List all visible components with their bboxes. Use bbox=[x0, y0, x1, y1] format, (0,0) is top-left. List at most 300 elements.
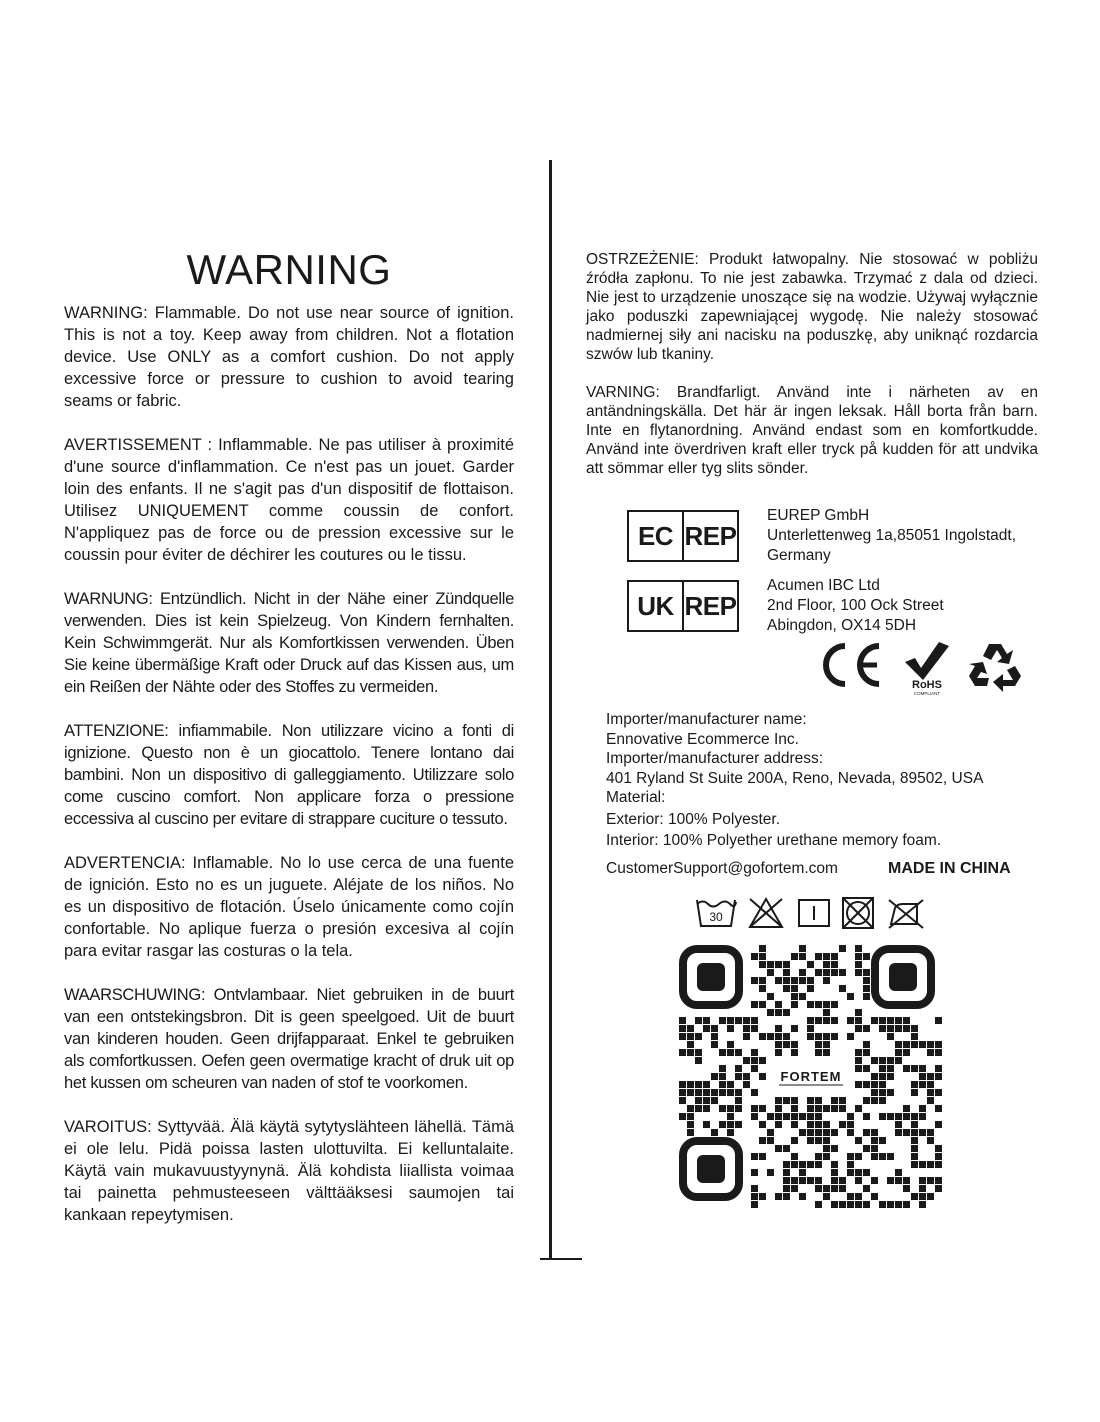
qr-module bbox=[903, 1201, 910, 1208]
qr-module bbox=[895, 1113, 902, 1120]
qr-module bbox=[679, 1049, 686, 1056]
qr-code[interactable] bbox=[679, 945, 943, 1209]
qr-module bbox=[791, 1177, 798, 1184]
right-column bbox=[586, 250, 1038, 497]
qr-module bbox=[783, 1193, 790, 1200]
qr-module bbox=[815, 1017, 822, 1024]
qr-module bbox=[807, 977, 814, 984]
qr-module bbox=[791, 953, 798, 960]
qr-module bbox=[823, 961, 830, 968]
qr-module bbox=[919, 1065, 926, 1072]
qr-module bbox=[735, 1105, 742, 1112]
support-email: CustomerSupport@gofortem.com bbox=[606, 860, 838, 877]
qr-module bbox=[879, 1065, 886, 1072]
qr-module bbox=[687, 1033, 694, 1040]
qr-module bbox=[799, 993, 806, 1000]
qr-module bbox=[887, 1033, 894, 1040]
qr-module bbox=[887, 1089, 894, 1096]
qr-module bbox=[919, 1193, 926, 1200]
qr-module bbox=[863, 969, 870, 976]
qr-module bbox=[711, 1089, 718, 1096]
qr-module bbox=[871, 1129, 878, 1136]
qr-module bbox=[759, 1057, 766, 1064]
qr-module bbox=[751, 1193, 758, 1200]
qr-module bbox=[751, 1057, 758, 1064]
qr-module bbox=[767, 1033, 774, 1040]
ec-rep-code-left: EC bbox=[637, 520, 674, 551]
qr-module bbox=[807, 985, 814, 992]
qr-module bbox=[879, 1057, 886, 1064]
qr-module bbox=[887, 1073, 894, 1080]
qr-module bbox=[783, 1097, 790, 1104]
qr-module bbox=[871, 1193, 878, 1200]
qr-module bbox=[711, 1041, 718, 1048]
qr-module bbox=[815, 1001, 822, 1008]
qr-module bbox=[911, 1193, 918, 1200]
qr-module bbox=[887, 1057, 894, 1064]
qr-module bbox=[791, 1153, 798, 1160]
qr-module bbox=[735, 1073, 742, 1080]
qr-module bbox=[679, 1025, 686, 1032]
qr-module bbox=[727, 1017, 734, 1024]
qr-module bbox=[839, 1097, 846, 1104]
qr-module bbox=[871, 1153, 878, 1160]
qr-module bbox=[767, 1169, 774, 1176]
qr-module bbox=[727, 1041, 734, 1048]
qr-module bbox=[887, 1201, 894, 1208]
importer-line: Interior: 100% Polyether urethane memory foam. bbox=[606, 832, 942, 849]
qr-module bbox=[879, 1201, 886, 1208]
importer-line: Exterior: 100% Polyester. bbox=[606, 810, 781, 828]
qr-module bbox=[887, 1113, 894, 1120]
qr-module bbox=[847, 1161, 854, 1168]
qr-module bbox=[679, 1097, 686, 1104]
warning-nl: WAARSCHUWING: Ontvlambaar. Niet gebruiken in de buurt van een ontstekingsbron. Dit is geen speelgoed. Uit de buurt van kinderen houden. Geen drijfapparaat. Enkel te gebruiken als comfortkussen. Oefen geen overmatige kracht of druk uit op het kussen om scheuren van naden of stof te voorkomen. bbox=[64, 986, 514, 1092]
qr-module bbox=[791, 1113, 798, 1120]
qr-module bbox=[927, 1161, 934, 1168]
qr-module bbox=[815, 1129, 822, 1136]
qr-module bbox=[903, 1041, 910, 1048]
qr-module bbox=[775, 1105, 782, 1112]
wash-temp: 30 bbox=[709, 910, 723, 924]
qr-module bbox=[919, 1105, 926, 1112]
warning-fr: AVERTISSEMENT : Inflammable. Ne pas utiliser à proximité d'une source d'inflammation. Ce n'est pas un jouet. Garder loin des enfants. Il ne s'agit pas d'un dispositif de flottaison. Utilisez UNIQUEMENT comme coussin de confort. N'appliquez pas de force ou de pression excessive sur le coussin pour éviter de déchirer les coutures ou le tissu. bbox=[64, 436, 514, 564]
qr-finder-inner bbox=[889, 963, 917, 991]
qr-module bbox=[727, 1129, 734, 1136]
qr-module bbox=[871, 1177, 878, 1184]
qr-module bbox=[679, 1017, 686, 1024]
warning-it: ATTENZIONE: infiammabile. Non utilizzare vicino a fonti di ignizione. Questo non è un giocattolo. Tenere lontano dai bambini. Non un dispositivo di galleggiamento. Utilizzare solo come cuscino comfort. Non applicare forza o pressione eccessiva al cuscino per evitare di strappare cuciture o tessuto. bbox=[64, 722, 514, 828]
uk-rep-address bbox=[767, 576, 944, 636]
qr-module bbox=[927, 1177, 934, 1184]
qr-module bbox=[831, 969, 838, 976]
qr-module bbox=[687, 1113, 694, 1120]
qr-module bbox=[847, 1017, 854, 1024]
warning-de: WARNUNG: Entzündlich. Nicht in der Nähe einer Zündquelle verwenden. Dies ist kein Spielzeug. Von Kindern fernhalten. Kein Schwimmgerät. Nur als Komfortkissen verwenden. Üben Sie keine übermäßige Kraft oder Druck auf das Kissen aus, um ein Reißen der Nähte oder des Stoffes zu vermeiden. bbox=[64, 590, 514, 696]
qr-module bbox=[895, 1041, 902, 1048]
qr-module bbox=[687, 1121, 694, 1128]
qr-module bbox=[903, 1025, 910, 1032]
qr-module bbox=[751, 1065, 758, 1072]
qr-module bbox=[847, 1113, 854, 1120]
qr-module bbox=[879, 1153, 886, 1160]
qr-module bbox=[703, 1081, 710, 1088]
qr-module bbox=[815, 1033, 822, 1040]
qr-module bbox=[783, 1161, 790, 1168]
qr-module bbox=[919, 1177, 926, 1184]
qr-module bbox=[775, 1121, 782, 1128]
rohs-label: RoHS bbox=[912, 679, 942, 691]
qr-module bbox=[679, 1081, 686, 1088]
qr-module bbox=[839, 985, 846, 992]
qr-module bbox=[823, 1121, 830, 1128]
qr-module bbox=[855, 1049, 862, 1056]
qr-module bbox=[823, 1041, 830, 1048]
qr-finder-inner bbox=[697, 1155, 725, 1183]
warning-es: ADVERTENCIA: Inflamable. No lo use cerca de una fuente de ignición. Esto no es un juguete. Aléjate de los niños. No es un dispositivo de flotación. Úselo únicamente como cojín confortable. No aplique fuerza o presión excesiva al cojín para evitar rasgar las costuras o la tela. bbox=[64, 854, 514, 960]
qr-module bbox=[791, 1161, 798, 1168]
qr-module bbox=[831, 1145, 838, 1152]
qr-module bbox=[711, 1129, 718, 1136]
qr-module bbox=[703, 1089, 710, 1096]
qr-module bbox=[783, 1009, 790, 1016]
qr-module bbox=[799, 1113, 806, 1120]
qr-module bbox=[895, 1057, 902, 1064]
qr-module bbox=[855, 1057, 862, 1064]
importer-line: Material: bbox=[606, 789, 666, 806]
qr-module bbox=[911, 1113, 918, 1120]
qr-module bbox=[783, 1177, 790, 1184]
qr-module bbox=[719, 1017, 726, 1024]
qr-module bbox=[911, 1081, 918, 1088]
qr-module bbox=[719, 1049, 726, 1056]
qr-module bbox=[823, 1033, 830, 1040]
qr-module bbox=[791, 1105, 798, 1112]
qr-module bbox=[815, 1177, 822, 1184]
qr-module bbox=[895, 1201, 902, 1208]
qr-module bbox=[695, 1105, 702, 1112]
qr-module bbox=[879, 1097, 886, 1104]
qr-module bbox=[751, 1201, 758, 1208]
qr-module bbox=[927, 1097, 934, 1104]
qr-module bbox=[863, 1065, 870, 1072]
qr-module bbox=[823, 969, 830, 976]
qr-module bbox=[687, 1025, 694, 1032]
qr-module bbox=[927, 1137, 934, 1144]
qr-module bbox=[783, 961, 790, 968]
qr-module bbox=[935, 1049, 942, 1056]
qr-module bbox=[759, 985, 766, 992]
qr-module bbox=[863, 1169, 870, 1176]
qr-module bbox=[911, 1129, 918, 1136]
qr-module bbox=[687, 1081, 694, 1088]
qr-module bbox=[807, 1177, 814, 1184]
qr-module bbox=[935, 1017, 942, 1024]
qr-module bbox=[863, 977, 870, 984]
qr-module bbox=[783, 1185, 790, 1192]
qr-module bbox=[759, 1193, 766, 1200]
qr-module bbox=[759, 1073, 766, 1080]
qr-module bbox=[791, 1185, 798, 1192]
qr-module bbox=[727, 1049, 734, 1056]
qr-module bbox=[927, 1081, 934, 1088]
qr-module bbox=[855, 1153, 862, 1160]
qr-module bbox=[831, 1177, 838, 1184]
qr-module bbox=[687, 1049, 694, 1056]
qr-module bbox=[855, 1169, 862, 1176]
qr-module bbox=[815, 1049, 822, 1056]
line-dry-icon bbox=[797, 896, 831, 930]
qr-module bbox=[831, 1033, 838, 1040]
qr-module bbox=[799, 969, 806, 976]
qr-module bbox=[871, 1073, 878, 1080]
page-title: WARNING bbox=[186, 246, 392, 293]
qr-module bbox=[807, 1161, 814, 1168]
qr-module bbox=[791, 977, 798, 984]
wash-30-icon bbox=[695, 896, 737, 930]
qr-module bbox=[815, 1185, 822, 1192]
qr-module bbox=[903, 1185, 910, 1192]
qr-module bbox=[839, 1185, 846, 1192]
qr-module bbox=[863, 1041, 870, 1048]
qr-module bbox=[895, 1017, 902, 1024]
qr-module bbox=[791, 1049, 798, 1056]
qr-module bbox=[695, 1097, 702, 1104]
ec-rep-code-right: REP bbox=[684, 520, 737, 551]
qr-module bbox=[919, 1113, 926, 1120]
qr-module bbox=[863, 1113, 870, 1120]
qr-module bbox=[735, 1097, 742, 1104]
qr-module bbox=[839, 969, 846, 976]
qr-module bbox=[863, 985, 870, 992]
warning-fi: VAROITUS: Syttyvää. Älä käytä sytytyslähteen lähellä. Tämä ei ole lelu. Pidä poissa lasten ulottuvilta. Ei kelluntalaite. Käytä vain mukavuustyynynä. Älä kohdista liiallista voimaa tai painetta pehmusteeseen välttääksesi saumojen tai kankaan repeytymisen. bbox=[64, 1118, 514, 1224]
ec-rep-line: EUREP GmbH bbox=[767, 507, 870, 524]
qr-module bbox=[799, 1177, 806, 1184]
qr-module bbox=[783, 985, 790, 992]
qr-module bbox=[807, 1025, 814, 1032]
qr-module bbox=[823, 1105, 830, 1112]
qr-module bbox=[775, 1193, 782, 1200]
qr-module bbox=[895, 1177, 902, 1184]
qr-module bbox=[751, 953, 758, 960]
warning-en: WARNING: Flammable. Do not use near source of ignition. This is not a toy. Keep away from children. Not a flotation device. Use ONLY as a comfort cushion. Do not apply excessive force or pressure to cushion to avoid tearing seams or fabric. bbox=[64, 304, 514, 410]
qr-module bbox=[903, 1105, 910, 1112]
qr-module bbox=[751, 1169, 758, 1176]
qr-module bbox=[711, 1097, 718, 1104]
qr-module bbox=[727, 1105, 734, 1112]
qr-module bbox=[727, 1121, 734, 1128]
qr-module bbox=[799, 1169, 806, 1176]
qr-module bbox=[799, 953, 806, 960]
qr-module bbox=[727, 1081, 734, 1088]
qr-module bbox=[927, 1049, 934, 1056]
uk-rep-code-left: UK bbox=[637, 590, 674, 621]
qr-module bbox=[783, 1145, 790, 1152]
do-not-tumble-dry-icon bbox=[841, 896, 875, 930]
qr-module bbox=[711, 1073, 718, 1080]
qr-module bbox=[919, 1185, 926, 1192]
qr-module bbox=[911, 1089, 918, 1096]
qr-module bbox=[831, 1001, 838, 1008]
qr-module bbox=[855, 1065, 862, 1072]
qr-module bbox=[807, 961, 814, 968]
qr-module bbox=[823, 1049, 830, 1056]
qr-module bbox=[759, 953, 766, 960]
qr-module bbox=[679, 1089, 686, 1096]
qr-module bbox=[751, 1001, 758, 1008]
left-column bbox=[64, 246, 514, 1248]
qr-module bbox=[679, 1033, 686, 1040]
qr-module bbox=[823, 1153, 830, 1160]
qr-module bbox=[895, 1121, 902, 1128]
qr-module bbox=[927, 1089, 934, 1096]
uk-rep-line: Acumen IBC Ltd bbox=[767, 577, 880, 594]
qr-module bbox=[823, 1129, 830, 1136]
qr-module bbox=[831, 953, 838, 960]
qr-module bbox=[775, 1001, 782, 1008]
qr-module bbox=[911, 1025, 918, 1032]
qr-module bbox=[743, 1033, 750, 1040]
importer-line: Importer/manufacturer name: bbox=[606, 711, 807, 728]
qr-module bbox=[855, 1025, 862, 1032]
qr-module bbox=[895, 1169, 902, 1176]
qr-module bbox=[831, 1129, 838, 1136]
do-not-bleach-icon bbox=[747, 896, 785, 930]
qr-module bbox=[695, 1057, 702, 1064]
qr-module bbox=[775, 1009, 782, 1016]
qr-module bbox=[703, 1017, 710, 1024]
qr-module bbox=[935, 1065, 942, 1072]
qr-module bbox=[791, 1025, 798, 1032]
uk-rep-block bbox=[627, 577, 1047, 636]
qr-module bbox=[839, 1105, 846, 1112]
qr-module bbox=[751, 1049, 758, 1056]
qr-module bbox=[927, 1041, 934, 1048]
qr-module bbox=[863, 1129, 870, 1136]
qr-module bbox=[839, 1121, 846, 1128]
qr-module bbox=[695, 1081, 702, 1088]
qr-module bbox=[935, 1105, 942, 1112]
qr-module bbox=[855, 1017, 862, 1024]
uk-rep-line: Abingdon, OX14 5DH bbox=[767, 617, 917, 634]
qr-module bbox=[831, 1161, 838, 1168]
qr-module bbox=[839, 1201, 846, 1208]
qr-module bbox=[791, 993, 798, 1000]
uk-rep-code-right: REP bbox=[684, 590, 737, 621]
qr-module bbox=[791, 1041, 798, 1048]
qr-module bbox=[863, 993, 870, 1000]
qr-module bbox=[935, 1153, 942, 1160]
qr-module bbox=[703, 1105, 710, 1112]
qr-module bbox=[855, 1137, 862, 1144]
qr-module bbox=[759, 1153, 766, 1160]
qr-module bbox=[807, 1017, 814, 1024]
rohs-check-icon bbox=[901, 640, 953, 696]
qr-module bbox=[871, 1081, 878, 1088]
qr-module bbox=[735, 1049, 742, 1056]
qr-module bbox=[911, 1121, 918, 1128]
qr-module bbox=[831, 1185, 838, 1192]
qr-module bbox=[871, 1097, 878, 1104]
qr-module bbox=[935, 1145, 942, 1152]
qr-module bbox=[719, 1121, 726, 1128]
qr-module bbox=[703, 1121, 710, 1128]
qr-module bbox=[783, 1169, 790, 1176]
qr-module bbox=[863, 1081, 870, 1088]
qr-module bbox=[743, 1081, 750, 1088]
qr-module bbox=[935, 1041, 942, 1048]
qr-module bbox=[911, 1161, 918, 1168]
qr-module bbox=[879, 1025, 886, 1032]
qr-module bbox=[903, 1113, 910, 1120]
qr-module bbox=[815, 969, 822, 976]
qr-module bbox=[831, 1097, 838, 1104]
qr-module bbox=[783, 1041, 790, 1048]
qr-module bbox=[935, 1089, 942, 1096]
qr-module bbox=[719, 1073, 726, 1080]
qr-module bbox=[895, 1025, 902, 1032]
column-divider bbox=[549, 160, 552, 1260]
qr-module bbox=[815, 1161, 822, 1168]
qr-module bbox=[911, 1145, 918, 1152]
qr-module bbox=[823, 1001, 830, 1008]
qr-module bbox=[815, 953, 822, 960]
qr-module bbox=[847, 1129, 854, 1136]
qr-module bbox=[775, 1113, 782, 1120]
qr-module bbox=[935, 1177, 942, 1184]
importer-line: Ennovative Ecommerce Inc. bbox=[606, 730, 799, 748]
divider-foot bbox=[540, 1258, 582, 1260]
made-in-label: MADE IN CHINA bbox=[888, 860, 1011, 877]
qr-module bbox=[767, 961, 774, 968]
qr-module bbox=[911, 1033, 918, 1040]
qr-module bbox=[831, 961, 838, 968]
qr-module bbox=[871, 1057, 878, 1064]
qr-module bbox=[847, 1169, 854, 1176]
qr-module bbox=[743, 1017, 750, 1024]
qr-module bbox=[695, 1017, 702, 1024]
qr-module bbox=[807, 1097, 814, 1104]
qr-module bbox=[871, 1145, 878, 1152]
qr-module bbox=[807, 1121, 814, 1128]
qr-module bbox=[863, 1201, 870, 1208]
qr-module bbox=[935, 1161, 942, 1168]
qr-module bbox=[863, 953, 870, 960]
qr-module bbox=[879, 1137, 886, 1144]
qr-module bbox=[807, 1001, 814, 1008]
qr-module bbox=[815, 1041, 822, 1048]
qr-module bbox=[831, 1169, 838, 1176]
qr-module bbox=[935, 1073, 942, 1080]
qr-module bbox=[871, 1017, 878, 1024]
qr-module bbox=[687, 1105, 694, 1112]
qr-module bbox=[775, 977, 782, 984]
qr-module bbox=[783, 1113, 790, 1120]
compliance-marks bbox=[815, 640, 1030, 696]
ec-rep-address bbox=[767, 506, 1016, 566]
qr-module bbox=[855, 969, 862, 976]
qr-module bbox=[855, 1081, 862, 1088]
recycle-icon bbox=[967, 640, 1023, 692]
qr-module bbox=[711, 1033, 718, 1040]
qr-module bbox=[879, 1089, 886, 1096]
qr-module bbox=[791, 1097, 798, 1104]
qr-module bbox=[775, 1025, 782, 1032]
importer-line: 401 Ryland St Suite 200A, Reno, Nevada, 89502, USA bbox=[606, 769, 984, 787]
qr-module bbox=[711, 1025, 718, 1032]
qr-module bbox=[903, 1049, 910, 1056]
qr-module bbox=[895, 1129, 902, 1136]
